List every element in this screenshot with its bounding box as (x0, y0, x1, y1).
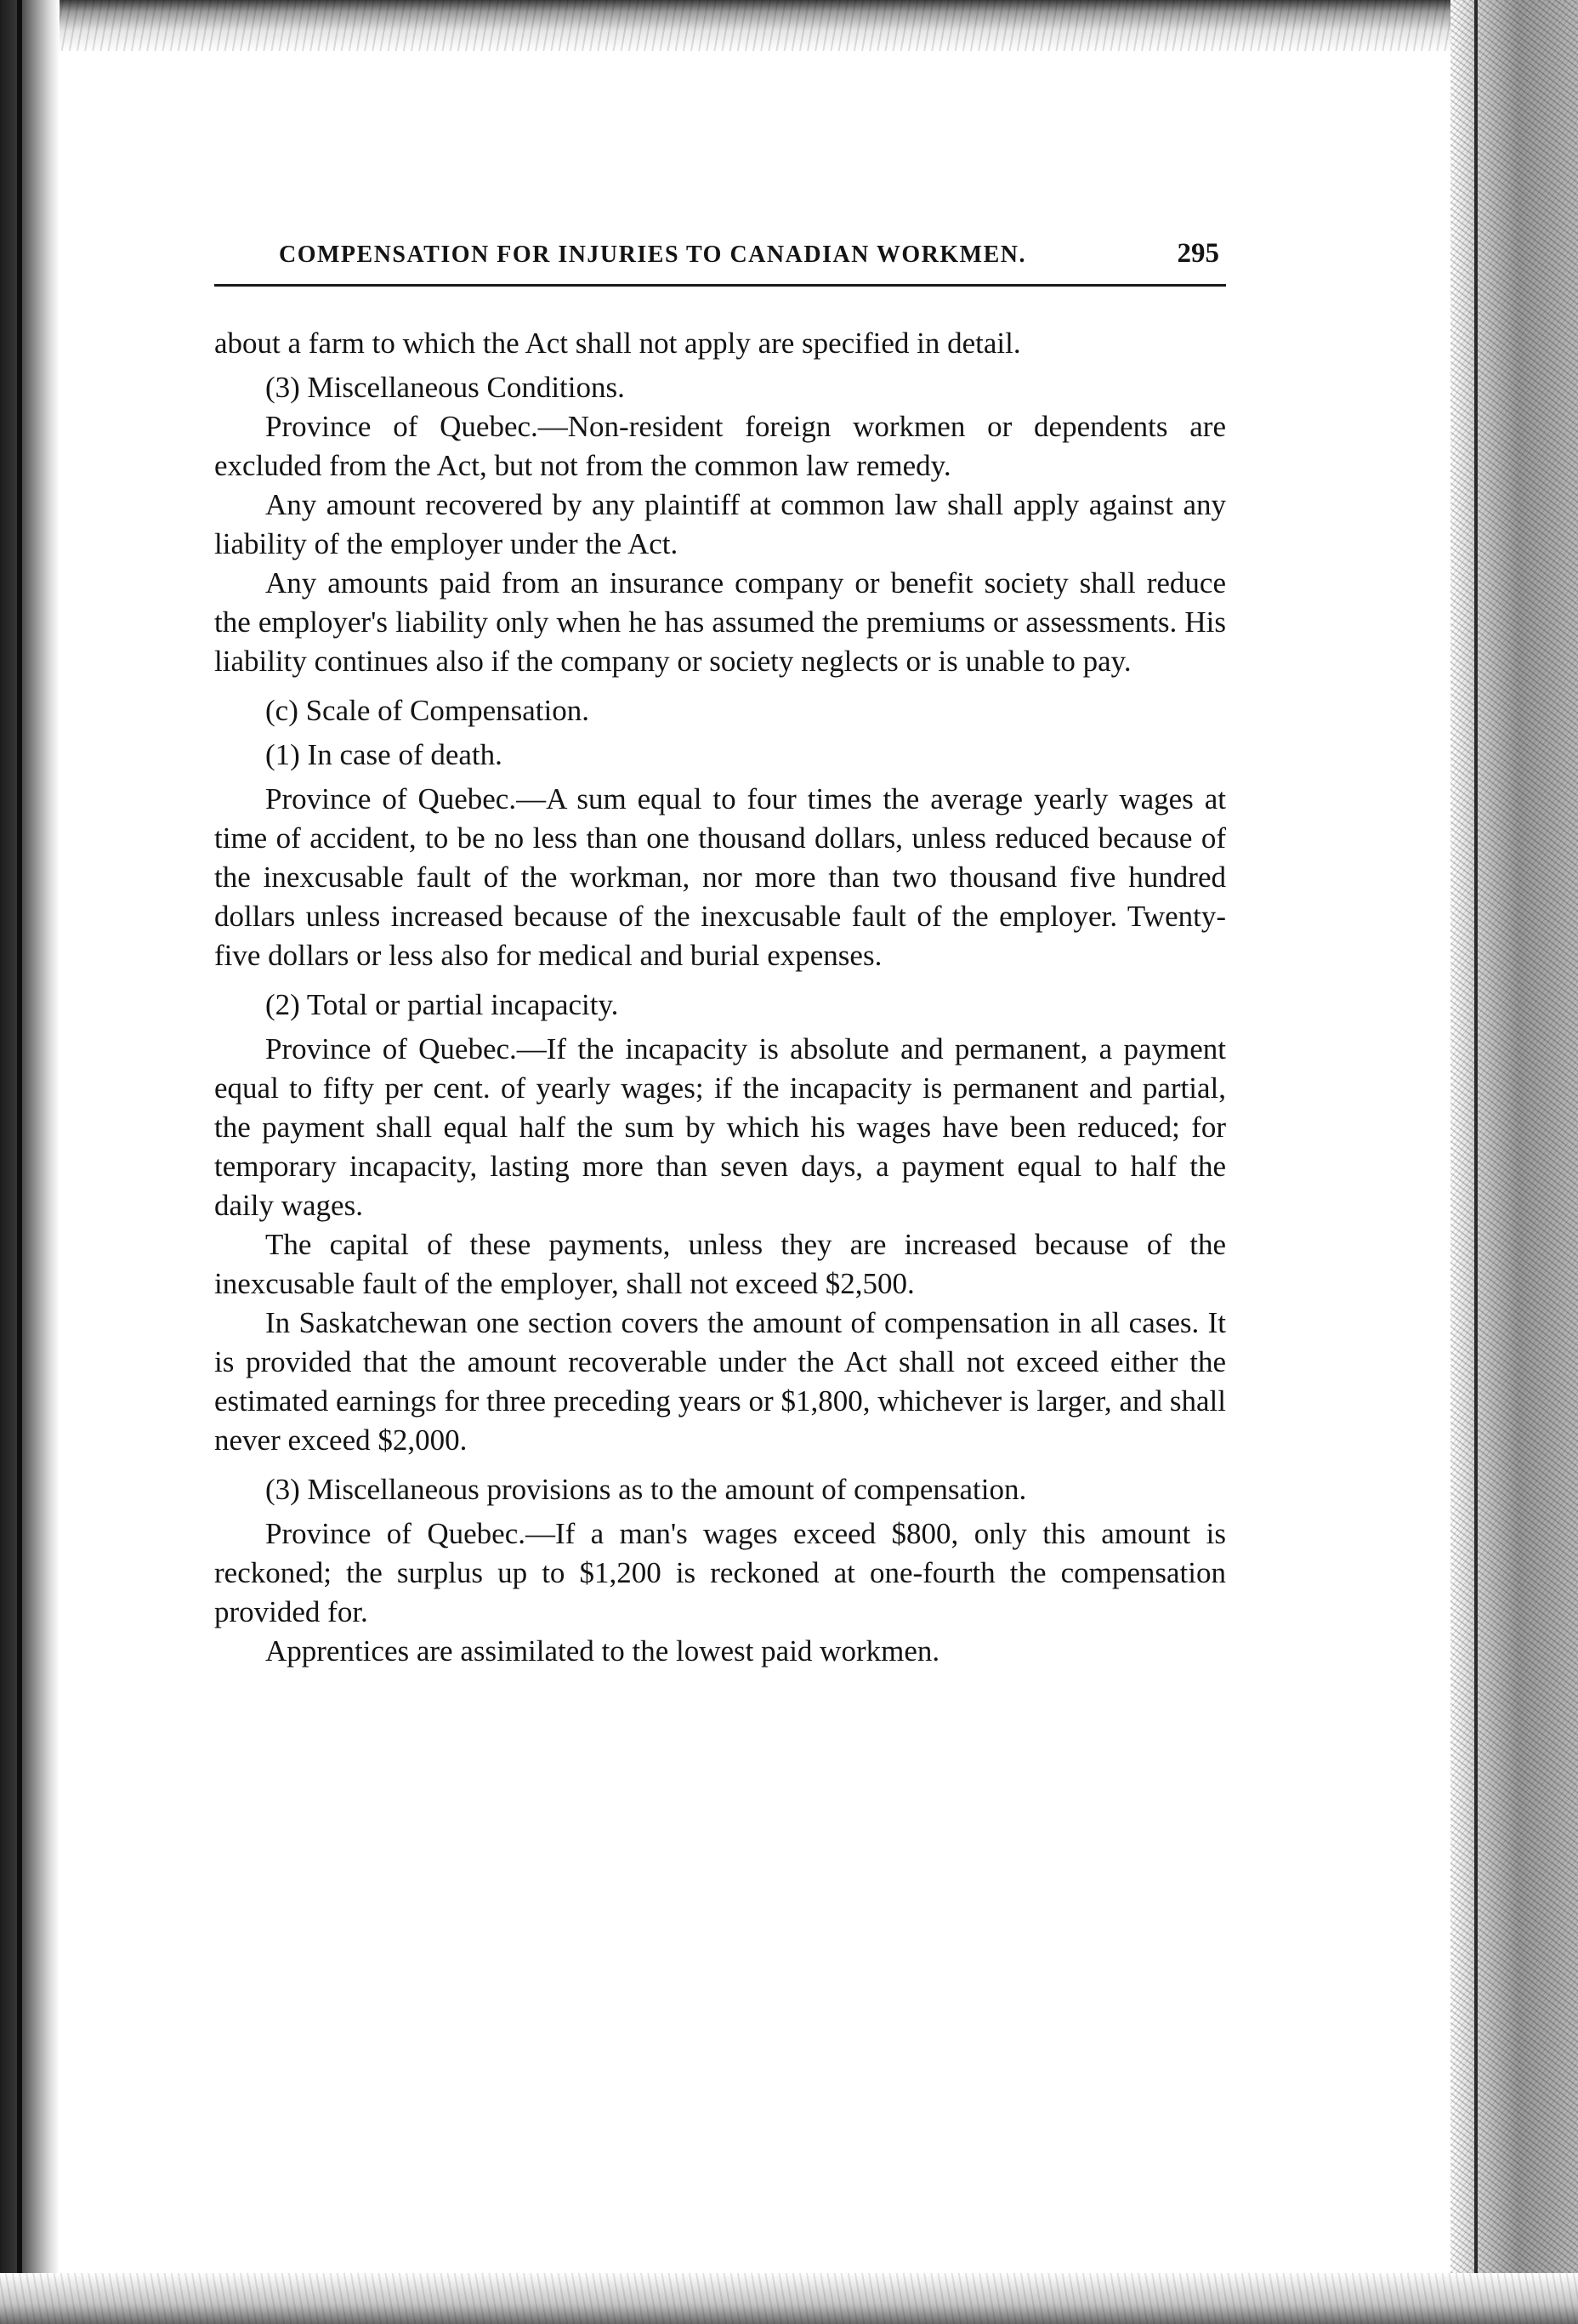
paragraph: Province of Quebec.—A sum equal to four times the average yearly wages at time of accident, to be no less than one thousand dollars, unless reduced because of the inexcusable fault of the workman, nor more than two thousand five hundred dollars unless increased because of the inexcusable fault of the employer. Twenty-five dollars or less also for medical and burial expenses. (214, 782, 1226, 972)
scan-right-edge-noise (1450, 0, 1578, 2324)
paragraph: Any amounts paid from an insurance company or benefit society shall reduce the employer's liability only when he has assumed the premiums or assessments. His liability continues also if the company or society neglects or is unable to pay. (214, 566, 1226, 678)
book-page (214, 238, 1226, 1671)
scan-right-page-edge (1474, 0, 1478, 2324)
scan-bottom-edge (0, 2273, 1578, 2324)
paragraph: In Saskatchewan one section covers the amount of compensation in all cases. It is provided that the amount recoverable under the Act shall not exceed either the estimated earnings for three preceding years or $1,800, whichever is larger, and shall never exceed $2,000. (214, 1306, 1226, 1457)
scan-left-gutter (0, 0, 60, 2324)
page-number: 295 (1177, 238, 1219, 269)
paragraph: Any amount recovered by any plaintiff at common law shall apply against any liability of the employer under the Act. (214, 488, 1226, 560)
paragraph: Province of Quebec.—If a man's wages exceed $800, only this amount is reckoned; the surplus up to $1,200 is reckoned at one-fourth the compensation provided for. (214, 1517, 1226, 1628)
subheading-miscellaneous-conditions: (3) Miscellaneous Conditions. (265, 371, 625, 404)
paragraph: The capital of these payments, unless they are increased because of the inexcusable fault of the employer, shall not exceed $2,500. (214, 1228, 1226, 1300)
header-rule (214, 284, 1226, 287)
subheading-incapacity: (2) Total or partial incapacity. (265, 988, 619, 1021)
subheading-scale-of-compensation: (c) Scale of Compensation. (265, 694, 590, 727)
running-head-title: COMPENSATION FOR INJURIES TO CANADIAN WORKMEN. (279, 241, 1027, 268)
subheading-death: (1) In case of death. (265, 738, 502, 771)
paragraph: Province of Quebec.—Non-resident foreign workmen or dependents are excluded from the Act, but not from the common law remedy. (214, 410, 1226, 482)
body-text (214, 324, 1226, 1671)
paragraph: Apprentices are assimilated to the lowest paid workmen. (265, 1634, 940, 1668)
scan-top-edge (0, 0, 1578, 51)
paragraph-continuation: about a farm to which the Act shall not apply are specified in detail. (214, 327, 1021, 360)
scan-left-binding-line (17, 0, 22, 2324)
subheading-miscellaneous-provisions: (3) Miscellaneous provisions as to the amount of compensation. (265, 1473, 1027, 1506)
running-head (214, 238, 1226, 282)
paragraph: Province of Quebec.—If the incapacity is absolute and permanent, a payment equal to fifty per cent. of yearly wages; if the incapacity is permanent and partial, the payment shall equal half the sum by which his wages have been reduced; for temporary incapacity, lasting more than seven days, a payment equal to half the daily wages. (214, 1032, 1226, 1222)
